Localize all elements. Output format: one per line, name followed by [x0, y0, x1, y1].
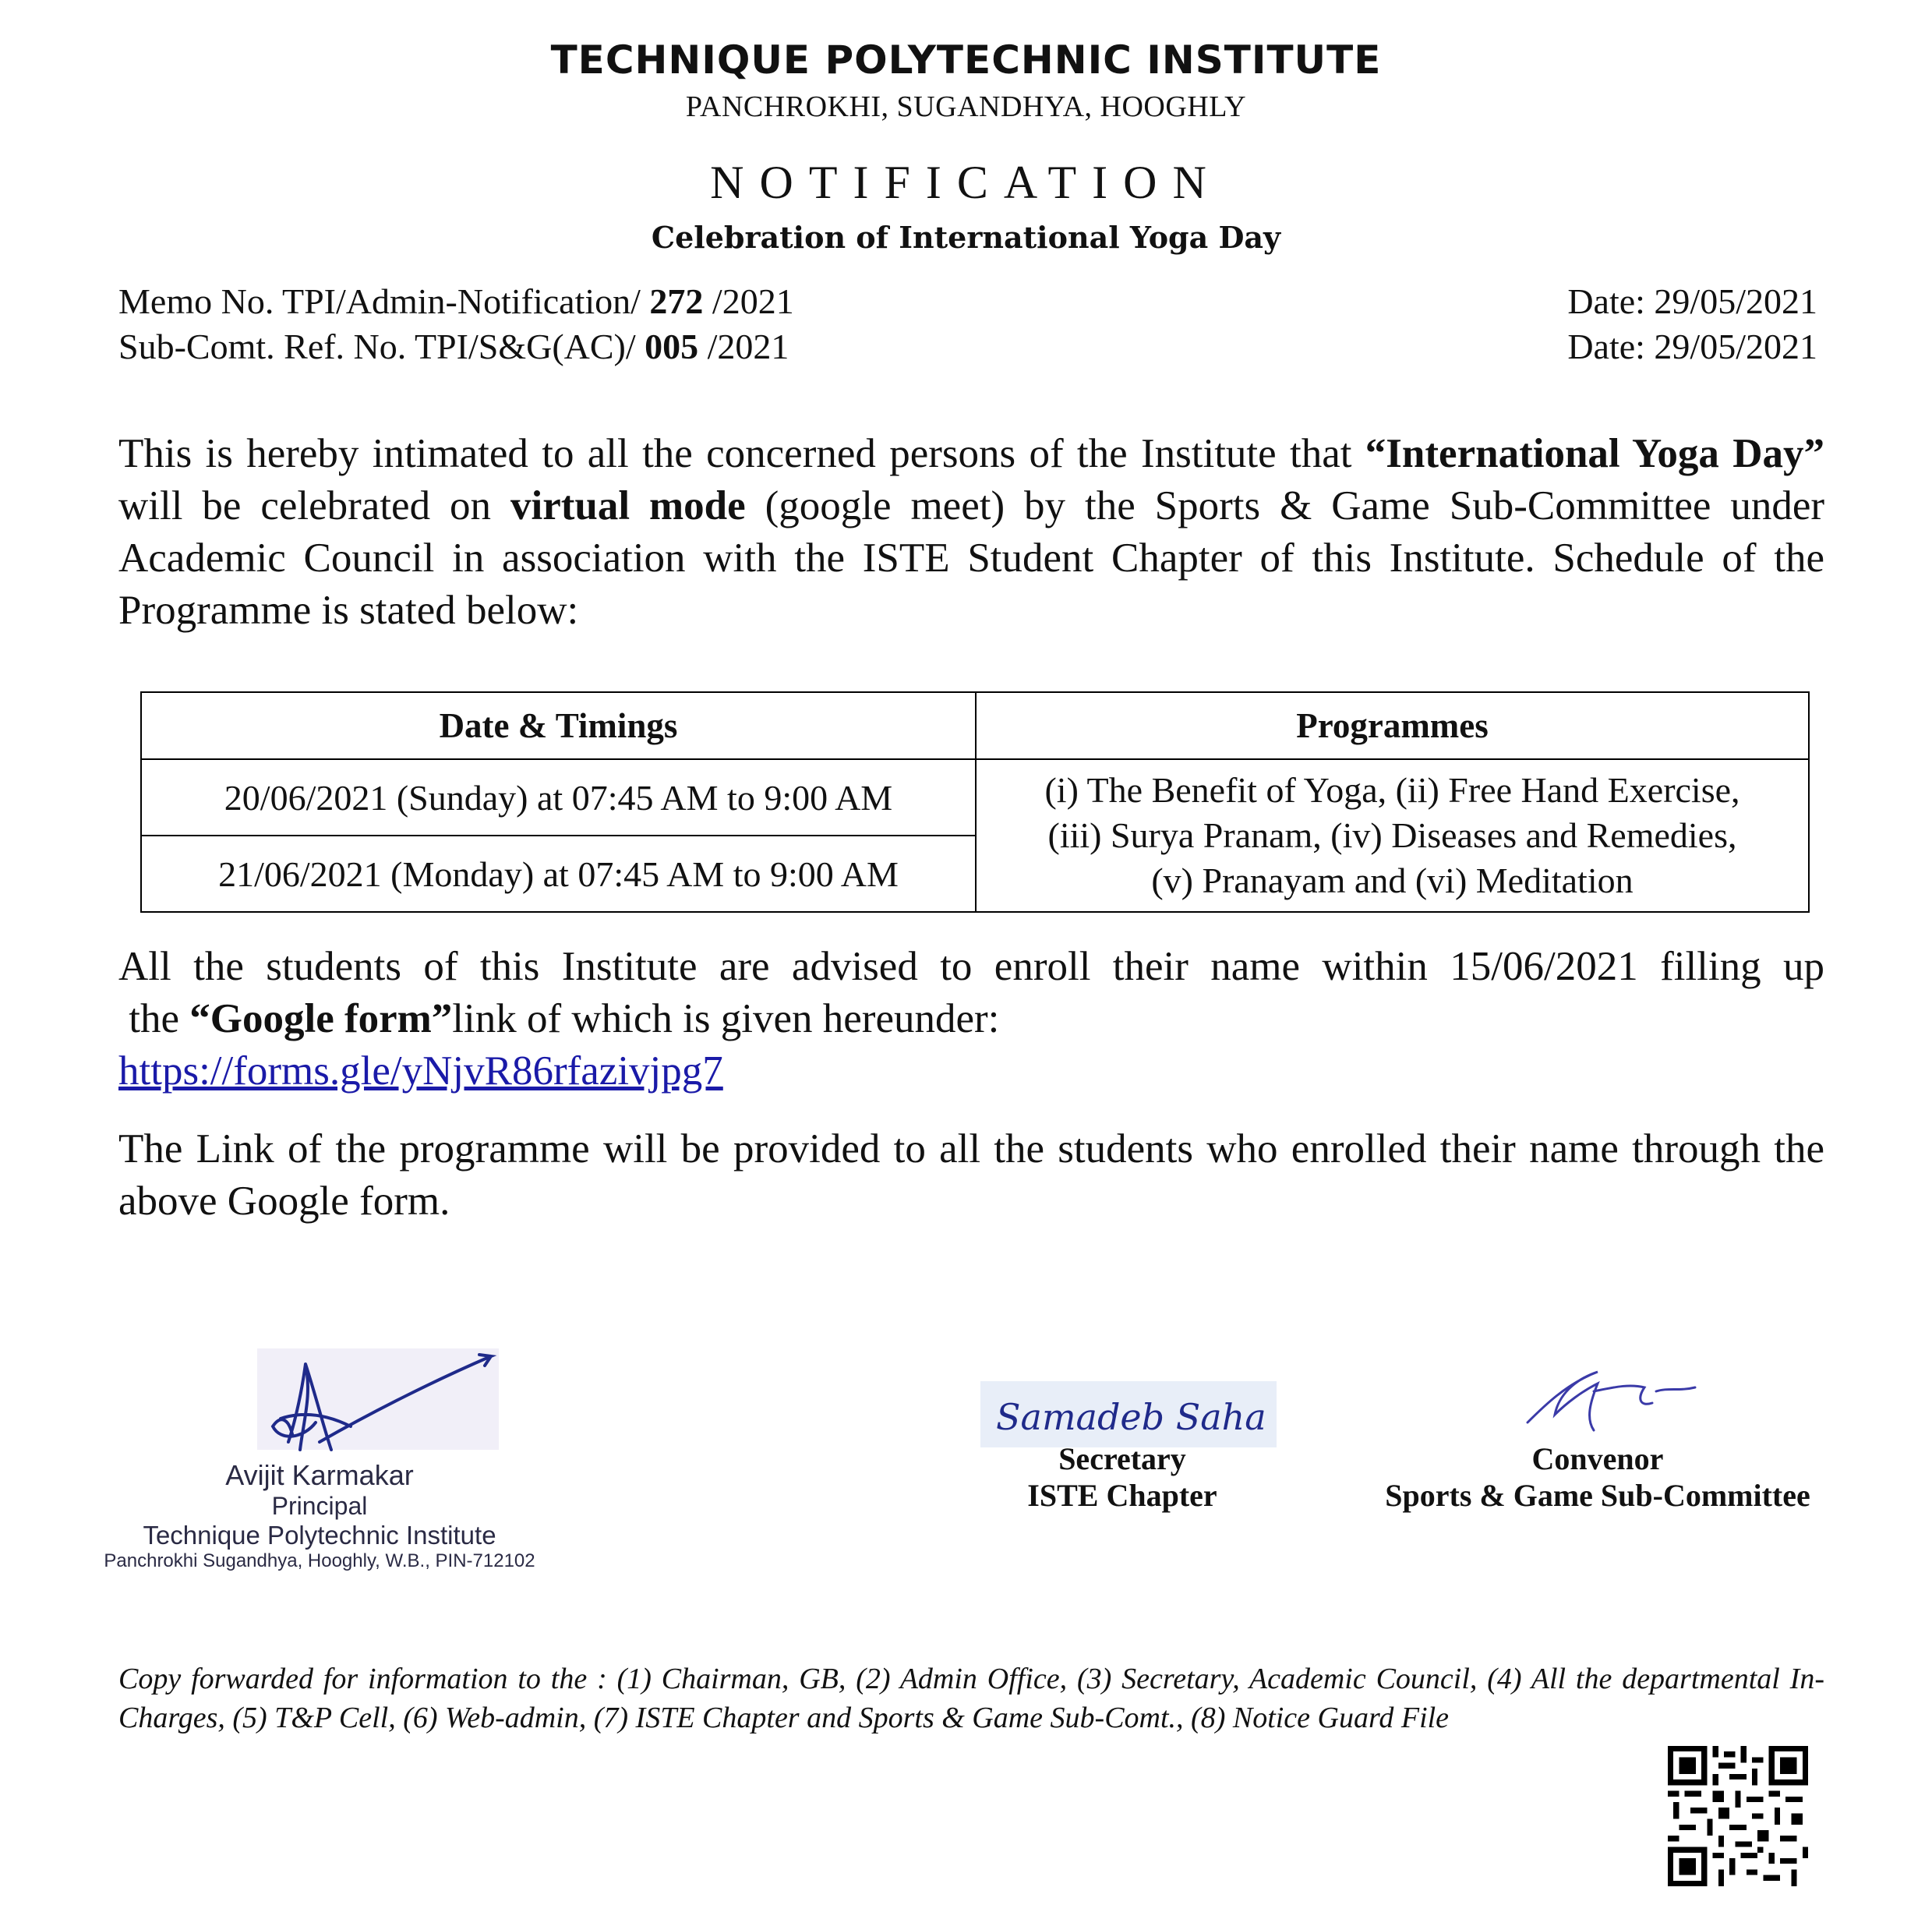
institute-address: PANCHROKHI, SUGANDHYA, HOOGHLY: [685, 90, 1247, 123]
principal-address: Panchrokhi Sugandhya, Hooghly, W.B., PIN-712102: [104, 1550, 535, 1571]
secretary-org: ISTE Chapter: [1027, 1478, 1217, 1513]
intro-paragraph: This is hereby intimated to all the concerned persons of the Institute that “International Yoga Day” will be celebrated on virtual mode (google meet) by the Sports & Game Sub-Committee under Academic Council in association with the ISTE Student Chapter of this Institute. Schedule of the Programme is stated below:: [118, 431, 1825, 633]
enroll-line-2: the “Google form”link of which is given hereunder:: [118, 996, 1000, 1041]
memo-date: Date: 29/05/2021: [1567, 281, 1817, 321]
schedule-date-2: 21/06/2021 (Monday) at 07:45 AM to 9:00 AM: [141, 836, 976, 912]
header-date-timings: Date & Timings: [141, 692, 976, 759]
google-form-link[interactable]: https://forms.gle/yNjvR86rfazivjpg7: [118, 1048, 723, 1094]
table-header-row: [141, 692, 1809, 759]
table-row: [141, 759, 1809, 836]
notification-subject: Celebration of International Yoga Day: [651, 220, 1281, 255]
convenor-block: [1325, 1440, 1870, 1514]
secretary-title: Secretary: [1058, 1441, 1186, 1476]
subcomt-date: Date: 29/05/2021: [1567, 327, 1817, 366]
subcomt-ref-number: Sub-Comt. Ref. No. TPI/S&G(AC)/ 005 /2021: [118, 327, 789, 366]
programme-list: [976, 759, 1809, 912]
principal-signature: [257, 1341, 507, 1458]
header-programmes: Programmes: [976, 692, 1809, 759]
principal-title: Principal: [271, 1492, 368, 1520]
secretary-signature-text: Samadeb Saha: [996, 1396, 1266, 1438]
copy-forwarded-note: Copy forwarded for information to the : (1) Chairman, GB, (2) Admin Office, (3) Secretary, Academic Council, (4) All the departmental In-Charges, (5) T&P Cell, (6) Web-admin, (7) ISTE Chapter and Sports & Game Sub-Comt., (8) Notice Guard File: [118, 1663, 1824, 1734]
schedule-date-1: 20/06/2021 (Sunday) at 07:45 AM to 9:00 AM: [141, 759, 976, 836]
secretary-block: [966, 1440, 1278, 1514]
principal-name: Avijit Karmakar: [225, 1459, 414, 1491]
notification-heading: NOTIFICATION: [710, 157, 1222, 208]
memo-number: Memo No. TPI/Admin-Notification/ 272 /2021: [118, 281, 794, 321]
principal-stamp: [101, 1459, 538, 1572]
enroll-paragraph: [118, 941, 1824, 1097]
principal-institute: Technique Polytechnic Institute: [143, 1521, 496, 1550]
schedule-table: [140, 691, 1810, 913]
convenor-org: Sports & Game Sub-Committee: [1385, 1478, 1810, 1513]
closing-paragraph: The Link of the programme will be provided to all the students who enrolled their name through the above Google form.: [118, 1126, 1824, 1224]
convenor-signature: [1512, 1360, 1715, 1446]
programme-line: (i) The Benefit of Yoga, (ii) Free Hand Exercise,: [1044, 770, 1740, 810]
programme-line: (iii) Surya Pranam, (iv) Diseases and Remedies,: [1047, 815, 1737, 855]
institute-name: TECHNIQUE POLYTECHNIC INSTITUTE: [550, 37, 1382, 83]
convenor-title: Convenor: [1531, 1441, 1664, 1476]
qr-code-icon: [1668, 1746, 1808, 1886]
programme-line: (v) Pranayam and (vi) Meditation: [1151, 861, 1634, 900]
enroll-line-1: All the students of this Institute are advised to enroll their name within 15/06/2021 filling up: [118, 944, 1824, 989]
